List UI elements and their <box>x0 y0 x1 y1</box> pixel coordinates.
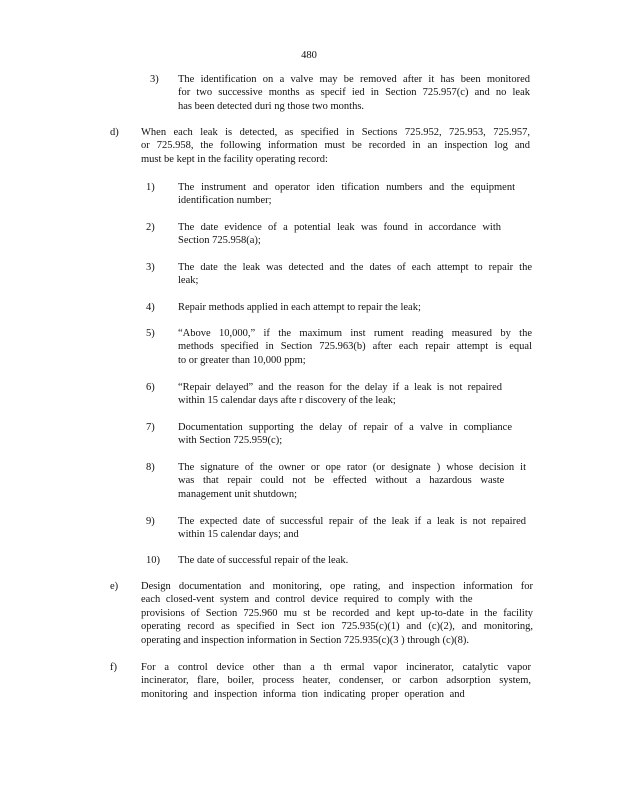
text-line: The date the leak was detected and the dates of each attempt to repair the <box>178 262 532 273</box>
text-line: “Above 10,000,” if the maximum inst rument reading measured by the <box>178 328 532 339</box>
text-line: Documentation supporting the delay of repair of a valve in compliance <box>178 422 512 433</box>
item-text <box>178 461 526 501</box>
paragraph-text <box>141 661 531 701</box>
page-number: 480 <box>301 50 317 61</box>
item-text <box>178 73 530 113</box>
item-text <box>178 554 526 567</box>
text-line: monitoring and inspection informa tion indicating proper operation and <box>141 688 465 700</box>
text-line: within 15 calendar days; and <box>178 529 299 541</box>
item-label: 4) <box>146 302 155 313</box>
item-label: 2) <box>146 222 155 233</box>
text-line: The signature of the owner or ope rator (or designate ) whose decision it <box>178 462 526 473</box>
text-line: Repair methods applied in each attempt to repair the leak; <box>178 302 421 313</box>
text-line: Design documentation and monitoring, ope rating, and inspection information for <box>141 581 533 592</box>
item-label: d) <box>110 127 119 138</box>
item-text <box>178 327 532 367</box>
text-line: must be kept in the facility operating record: <box>141 153 328 165</box>
item-text <box>178 301 532 314</box>
item-label: 7) <box>146 422 155 433</box>
text-line: The expected date of successful repair of the leak if a leak is not repaired <box>178 516 526 527</box>
item-label: 9) <box>146 516 155 527</box>
text-line: for two successive months as specif ied in Section 725.957(c) and no leak <box>178 87 530 99</box>
text-line: each closed-vent system and control device required to comply with the <box>141 594 473 606</box>
text-line: The date evidence of a potential leak was found in accordance with <box>178 222 501 233</box>
item-text <box>178 421 512 448</box>
text-line: identification number; <box>178 195 272 207</box>
item-label: 3) <box>146 262 155 273</box>
item-label: 1) <box>146 182 155 193</box>
paragraph-text <box>141 580 533 647</box>
item-label: f) <box>110 662 117 673</box>
text-line: “Repair delayed” and the reason for the delay if a leak is not repaired <box>178 382 502 393</box>
text-line: methods specified in Section 725.963(b) after each repair attempt is equal <box>178 341 532 353</box>
item-label: 10) <box>146 555 160 566</box>
text-line: For a control device other than a th ermal vapor incinerator, catalytic vapor <box>141 662 531 673</box>
text-line: provisions of Section 725.960 mu st be recorded and kept up-to-date in the facility <box>141 607 533 619</box>
text-line: has been detected duri ng those two months. <box>178 100 365 112</box>
text-line: Section 725.958(a); <box>178 235 261 247</box>
item-label: 5) <box>146 328 155 339</box>
item-label: 6) <box>146 382 155 393</box>
text-line: or 725.958, the following information must be recorded in an inspection log and <box>141 140 530 152</box>
item-label: 3) <box>150 74 159 85</box>
text-line: with Section 725.959(c); <box>178 435 283 447</box>
item-text <box>178 181 515 208</box>
item-text <box>178 381 502 408</box>
text-line: operating and inspection information in Section 725.935(c)(3 ) through (c)(8). <box>141 634 470 646</box>
text-line: When each leak is detected, as specified in Sections 725.952, 725.953, 725.957, <box>141 127 530 138</box>
text-line: management unit shutdown; <box>178 488 297 500</box>
text-line: operating record as specified in Sect ion 725.935(c)(1) and (c)(2), and monitoring, <box>141 621 533 633</box>
text-line: The identification on a valve may be removed after it has been monitored <box>178 74 530 85</box>
text-line: leak; <box>178 275 199 287</box>
item-label: e) <box>110 581 119 592</box>
item-label: 8) <box>146 462 155 473</box>
paragraph-text <box>141 126 530 166</box>
text-line: to or greater than 10,000 ppm; <box>178 354 306 366</box>
item-text <box>178 515 526 542</box>
text-line: The instrument and operator iden tification numbers and the equipment <box>178 182 515 193</box>
item-text <box>178 261 532 288</box>
text-line: was that repair could not be effected without a hazardous waste <box>178 475 505 487</box>
text-line: within 15 calendar days afte r discovery of the leak; <box>178 395 396 407</box>
text-line: The date of successful repair of the leak. <box>178 555 349 566</box>
text-line: incinerator, flare, boiler, process heater, condenser, or carbon adsorption system, <box>141 675 531 687</box>
item-text <box>178 221 501 248</box>
